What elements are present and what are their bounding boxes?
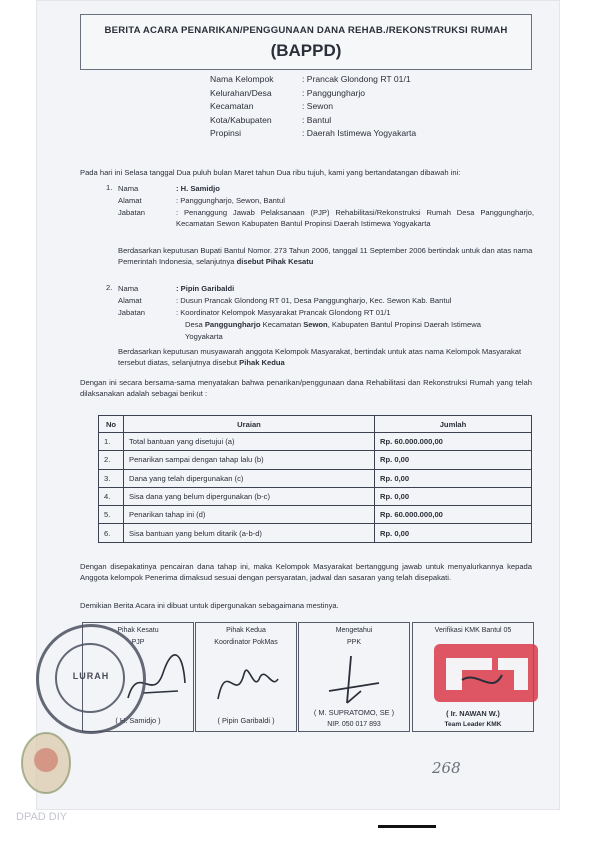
party2-desa-label: Desa bbox=[185, 320, 203, 329]
info-label: Propinsi bbox=[210, 128, 242, 138]
party1-name-label: Nama bbox=[118, 184, 139, 193]
table-row bbox=[99, 487, 532, 505]
group-info bbox=[210, 73, 416, 141]
sig-name: ( Ir. NAWAN W.) bbox=[446, 709, 500, 718]
party2-desa: Panggungharjo bbox=[204, 320, 261, 329]
cell-no: 4. bbox=[99, 487, 124, 505]
info-value: : Daerah Istimewa Yogyakarta bbox=[302, 128, 417, 138]
cell-description: Total bantuan yang disetujui (a) bbox=[124, 433, 375, 451]
sig-heading: Verifikasi KMK Bantul 05 bbox=[434, 627, 512, 634]
cell-description: Penarikan sampai dengan tahap lalu (b) bbox=[124, 451, 375, 469]
regional-emblem-watermark bbox=[18, 730, 74, 796]
title-box bbox=[80, 14, 532, 70]
stamp-text: LURAH bbox=[72, 671, 110, 681]
cell-no: 6. bbox=[99, 524, 124, 542]
info-value: : Bantul bbox=[302, 114, 332, 125]
col-header-description: Uraian bbox=[124, 416, 375, 433]
party2-position-label: Jabatan bbox=[118, 308, 146, 317]
party2-number: 2. bbox=[106, 283, 113, 292]
party2-kec: Sewon bbox=[303, 320, 328, 329]
signature-scribble bbox=[321, 651, 387, 707]
signature-scribble bbox=[208, 649, 284, 713]
archive-watermark: DPAD DIY bbox=[16, 811, 68, 823]
sig-heading: Mengetahui bbox=[335, 627, 373, 634]
sig-heading: Pihak Kesatu bbox=[117, 627, 159, 634]
sig-role: Team Leader KMK bbox=[444, 721, 502, 728]
cell-no: 3. bbox=[99, 469, 124, 487]
closing-paragraph: Dengan disepakatinya pencairan dana tahap ini, maka Kelompok Masyarakat bertanggung jawab untuk menyalurkannya kepada Anggota kelompok Penerima dimaksud sesuai dengan persyaratan, jadwal dan sasaran yang telah disepakati. bbox=[80, 562, 532, 582]
bottom-bar bbox=[378, 825, 436, 828]
cell-description: Sisa dana yang belum dipergunakan (b-c) bbox=[124, 487, 375, 505]
sig-name: ( Pipin Garibaldi ) bbox=[217, 716, 275, 725]
village-stamp bbox=[36, 624, 146, 734]
cell-amount: Rp. 0,00 bbox=[375, 487, 532, 505]
document-title: BERITA ACARA PENARIKAN/PENGGUNAAN DANA REHAB./REKONSTRUKSI RUMAH bbox=[104, 25, 508, 36]
party2-address: : Dusun Prancak Glondong RT 01, Desa Panggungharjo, Kec. Sewon Kab. Bantul bbox=[176, 296, 452, 305]
table-row bbox=[99, 433, 532, 451]
party1-basis bbox=[118, 245, 534, 267]
table-row bbox=[99, 469, 532, 487]
table-header-row bbox=[99, 416, 532, 433]
party2-basis-text: Berdasarkan keputusan musyawarah anggota Kelompok Masyarakat, bertindak untuk atas nama Kelompok Masyarakat tersebut diatas, selanjutnya disebut bbox=[118, 347, 522, 367]
party2-kec-label: Kecamatan bbox=[262, 320, 302, 329]
party1-address: : Panggungharjo, Sewon, Bantul bbox=[176, 196, 285, 205]
disbursement-table bbox=[98, 415, 532, 543]
party1-basis-bold: disebut Pihak Kesatu bbox=[236, 257, 314, 266]
cell-description: Penarikan tahap ini (d) bbox=[124, 506, 375, 524]
party1-address-label: Alamat bbox=[118, 196, 142, 205]
intro-paragraph: Pada hari ini Selasa tanggal Dua puluh bulan Maret tahun Dua ribu tujuh, kami yang bertandatangan dibawah ini: bbox=[80, 168, 461, 177]
handwritten-page-number: 268 bbox=[432, 759, 461, 777]
party2-position-line1: : Koordinator Kelompok Masyarakat Prancak Glondong RT 01/1 bbox=[176, 308, 391, 317]
sig-name: ( H. Samidjo ) bbox=[115, 716, 161, 725]
party2-name: : Pipin Garibaldi bbox=[176, 284, 235, 293]
signature-box-pihak-kedua bbox=[195, 622, 297, 732]
party2-position-line2 bbox=[185, 319, 481, 330]
cell-description: Sisa bantuan yang belum ditarik (a-b-d) bbox=[124, 524, 375, 542]
cell-description: Dana yang telah dipergunakan (c) bbox=[124, 469, 375, 487]
party1-position: : Penanggung Jawab Pelaksanaan (PJP) Rehabilitasi/Rekonstruksi Rumah Desa Panggungharjo, Kecamatan Sewon Kabupaten Bantul Propinsi Daerah Istimewa Yogyakarta bbox=[176, 208, 534, 228]
closing-statement: Demikian Berita Acara ini dibuat untuk dipergunakan sebagaimana mestinya. bbox=[80, 601, 339, 610]
party1-basis-text: Berdasarkan keputusan Bupati Bantul Nomor. 273 Tahun 2006, tanggal 11 September 2006 bertindak untuk dan atas nama Pemerintah Indonesia, selanjutnya bbox=[118, 246, 533, 266]
party2-basis-bold: Pihak Kedua bbox=[239, 358, 285, 367]
sig-nip: NIP. 050 017 893 bbox=[327, 721, 381, 728]
sig-name: ( M. SUPRATOMO, SE ) bbox=[313, 708, 395, 717]
sig-role: PJP bbox=[131, 639, 145, 646]
party2-position-line3: Yogyakarta bbox=[185, 332, 223, 341]
cell-no: 1. bbox=[99, 433, 124, 451]
sig-role: Koordinator PokMas bbox=[214, 639, 278, 646]
party2-kab: , Kabupaten Bantul Propinsi Daerah Istimewa bbox=[327, 320, 481, 329]
table-row bbox=[99, 451, 532, 469]
col-header-amount: Jumlah bbox=[375, 416, 532, 433]
info-label: Kecamatan bbox=[210, 101, 254, 111]
info-value: : Prancak Glondong RT 01/1 bbox=[302, 74, 411, 84]
cell-amount: Rp. 0,00 bbox=[375, 469, 532, 487]
sig-role: PPK bbox=[346, 639, 361, 646]
table-row bbox=[99, 506, 532, 524]
party1-number: 1. bbox=[106, 183, 113, 192]
table-row bbox=[99, 524, 532, 542]
cell-amount: Rp. 0,00 bbox=[375, 451, 532, 469]
signature-box-mengetahui bbox=[298, 622, 410, 732]
cell-amount: Rp. 0,00 bbox=[375, 524, 532, 542]
col-header-no: No bbox=[99, 416, 124, 433]
cell-amount: Rp. 60.000.000,00 bbox=[375, 506, 532, 524]
info-label: Kelurahan/Desa bbox=[210, 87, 272, 98]
sig-heading: Pihak Kedua bbox=[226, 627, 266, 634]
party2-address-label: Alamat bbox=[118, 296, 142, 305]
cell-no: 5. bbox=[99, 506, 124, 524]
cell-no: 2. bbox=[99, 451, 124, 469]
party2-basis bbox=[118, 346, 534, 368]
company-logo-stamp bbox=[432, 640, 542, 708]
party1-name: : H. Samidjo bbox=[176, 184, 220, 193]
party2-name-label: Nama bbox=[118, 284, 139, 293]
info-label: Kota/Kabupaten bbox=[210, 114, 272, 125]
info-label: Nama Kelompok bbox=[210, 74, 274, 84]
info-value: : Sewon bbox=[302, 101, 334, 111]
info-value: : Panggungharjo bbox=[302, 87, 366, 98]
cell-amount: Rp. 60.000.000,00 bbox=[375, 433, 532, 451]
document-subtitle: (BAPPD) bbox=[270, 41, 342, 60]
statement-paragraph: Dengan ini secara bersama-sama menyatakan bahwa penarikan/penggunaan dana Rehabilitasi dan Rekonstruksi Rumah yang telah dilaksanakan adalah sebagai berikut : bbox=[80, 378, 532, 398]
party1-position-label: Jabatan bbox=[118, 208, 146, 217]
